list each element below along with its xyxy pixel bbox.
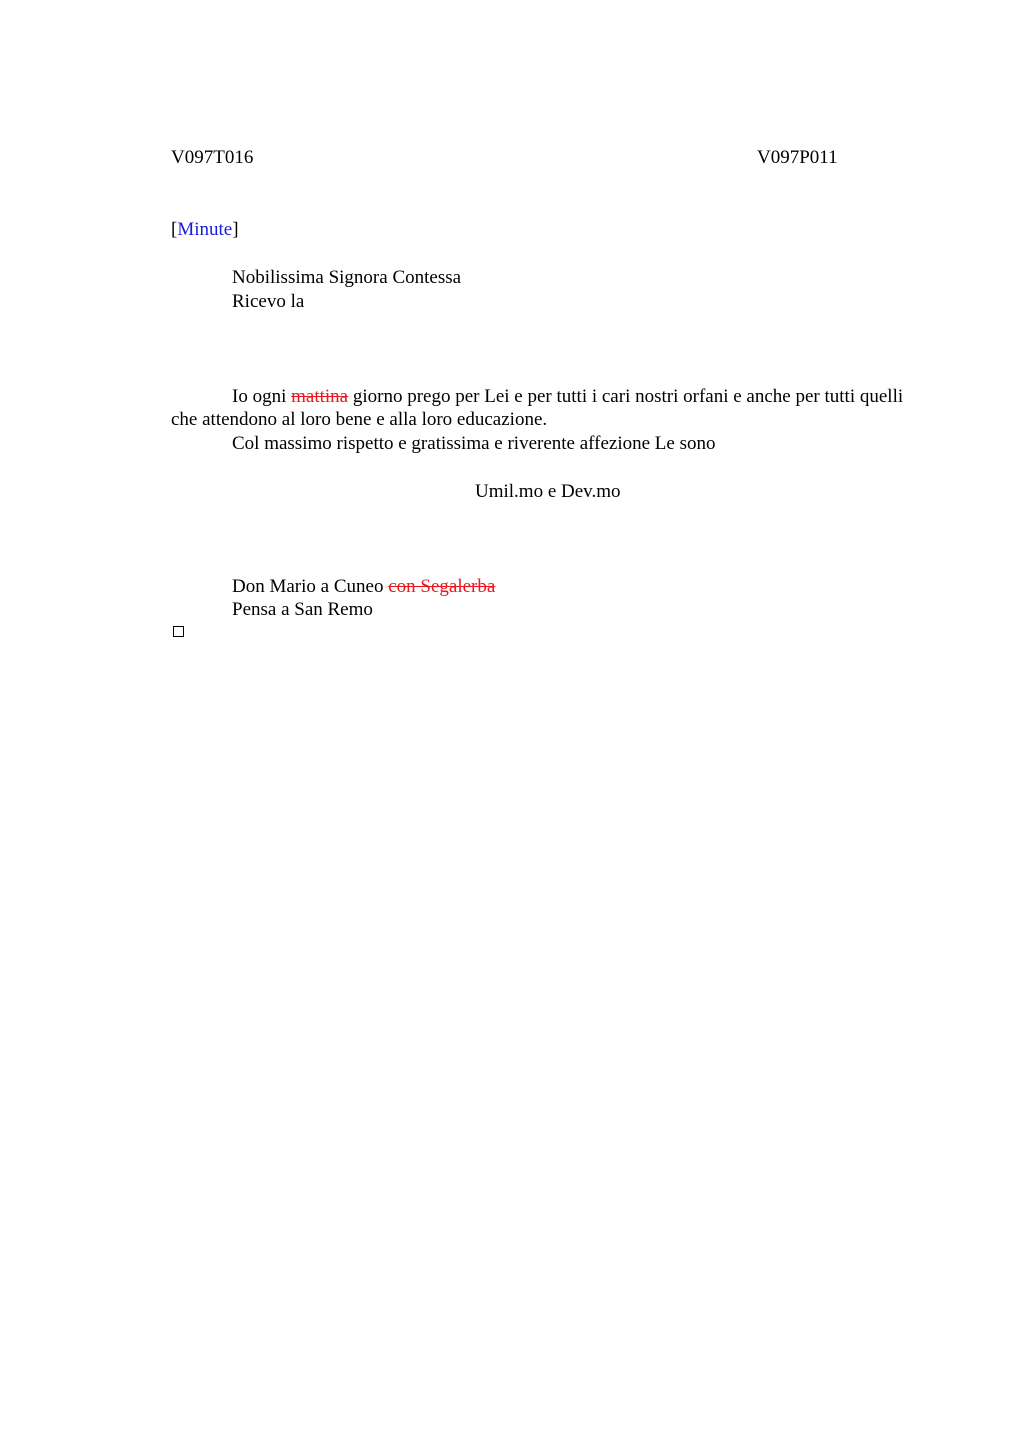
paragraph-prayer-after: giorno prego per Lei e per tutti i cari nostri orfani e anche per tutti quelli che attendono al loro bene e alla loro educazione. xyxy=(171,386,904,430)
section-tag: Minute xyxy=(177,219,233,240)
opening-line: Ricevo la xyxy=(232,291,305,312)
deleted-phrase: con Segalerba xyxy=(388,576,496,597)
document-code-right: V097P011 xyxy=(757,147,838,168)
note-line-1 xyxy=(232,575,495,598)
salutation: Nobilissima Signora Contessa xyxy=(232,267,462,288)
paragraph-prayer xyxy=(171,385,911,431)
paragraph-prayer-before: Io ogni xyxy=(232,386,292,407)
square-box-icon xyxy=(173,626,184,637)
note-line-1-text: Don Mario a Cuneo xyxy=(232,576,389,597)
paragraph-respect: Col massimo rispetto e gratissima e riverente affezione Le sono xyxy=(232,433,716,454)
closing-formula: Umil.mo e Dev.mo xyxy=(475,481,621,502)
section-label xyxy=(171,218,239,241)
section-open-bracket: [ xyxy=(171,219,178,240)
note-line-2: Pensa a San Remo xyxy=(232,599,373,620)
section-close-bracket: ] xyxy=(232,219,239,240)
document-code-left: V097T016 xyxy=(171,147,254,168)
deleted-word: mattina xyxy=(291,386,349,407)
